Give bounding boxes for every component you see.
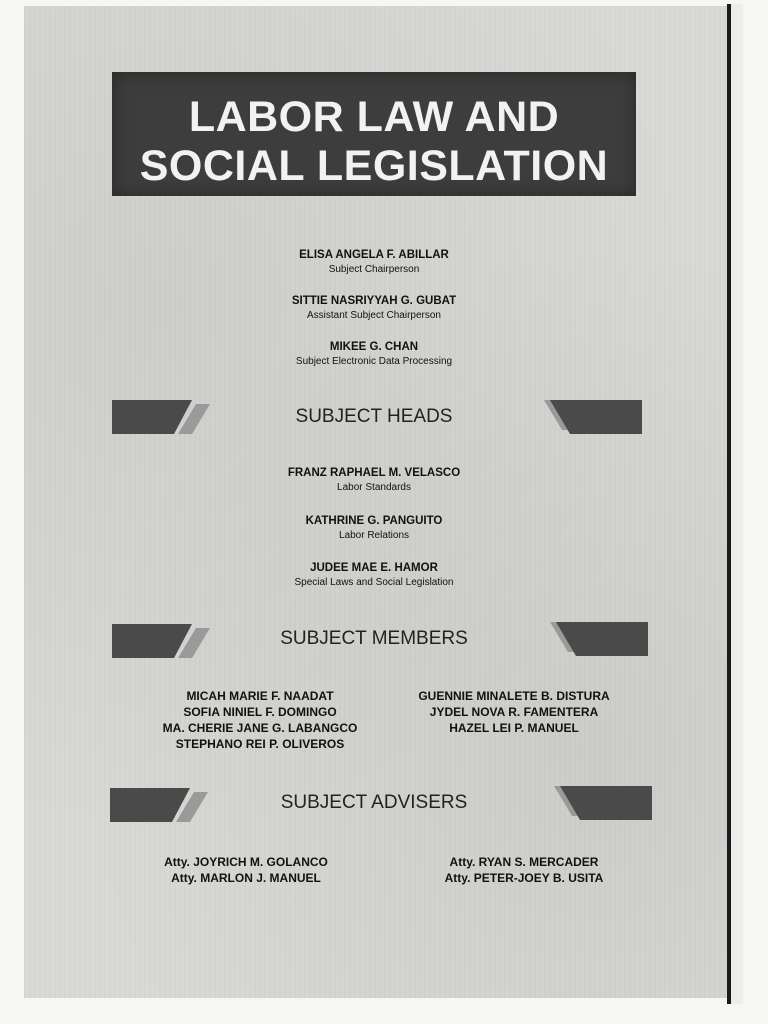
head-block [200, 514, 548, 542]
ribbon-left-advisers [110, 788, 210, 822]
title-line-2: SOCIAL LEGISLATION [139, 142, 609, 190]
ribbon-right-advisers [552, 786, 652, 820]
assistant-chairperson-block [200, 294, 548, 322]
page-margin [731, 4, 743, 1004]
ribbon-left-heads [112, 400, 212, 434]
adviser-name: Atty. JOYRICH M. GOLANCO [164, 855, 328, 869]
title-banner [112, 72, 636, 196]
ribbon-left-members [112, 624, 212, 658]
member-name: MICAH MARIE F. NAADAT [186, 689, 334, 703]
member-name: STEPHANO REI P. OLIVEROS [175, 737, 345, 751]
assistant-chairperson-name: SITTIE NASRIYYAH G. GUBAT [291, 295, 457, 307]
title-line-1: LABOR LAW AND [188, 93, 560, 141]
head-role: Labor Relations [338, 530, 410, 541]
ribbon-right-members [548, 622, 648, 656]
head-name: JUDEE MAE E. HAMOR [310, 562, 438, 574]
edp-name: MIKEE G. CHAN [329, 341, 419, 353]
adviser-name: Atty. MARLON J. MANUEL [171, 871, 321, 885]
members-right-column [364, 688, 664, 736]
chairperson-block [200, 248, 548, 276]
advisers-left-column [96, 854, 396, 886]
member-name: HAZEL LEI P. MANUEL [449, 721, 579, 735]
adviser-name: Atty. PETER-JOEY B. USITA [444, 871, 604, 885]
head-role: Labor Standards [337, 482, 411, 493]
advisers-right-column [374, 854, 674, 886]
chairperson-name: ELISA ANGELA F. ABILLAR [299, 249, 449, 261]
member-name: SOFIA NINIEL F. DOMINGO [183, 705, 337, 719]
section-heading-subject-advisers: SUBJECT ADVISERS [280, 792, 468, 813]
chairperson-role: Subject Chairperson [328, 264, 420, 275]
member-name: JYDEL NOVA R. FAMENTERA [429, 705, 599, 719]
assistant-chairperson-role: Assistant Subject Chairperson [307, 310, 441, 321]
ribbon-right-heads [542, 400, 642, 434]
section-heading-subject-heads: SUBJECT HEADS [295, 406, 453, 427]
member-name: MA. CHERIE JANE G. LABANGCO [162, 721, 358, 735]
member-name: GUENNIE MINALETE B. DISTURA [418, 689, 610, 703]
head-block [200, 561, 548, 589]
head-block [200, 466, 548, 494]
section-heading-subject-members: SUBJECT MEMBERS [280, 628, 468, 649]
adviser-name: Atty. RYAN S. MERCADER [449, 855, 599, 869]
head-role: Special Laws and Social Legislation [294, 577, 454, 588]
head-name: KATHRINE G. PANGUITO [305, 515, 443, 527]
edp-block [200, 340, 548, 368]
edp-role: Subject Electronic Data Processing [295, 356, 453, 367]
head-name: FRANZ RAPHAEL M. VELASCO [287, 467, 461, 479]
